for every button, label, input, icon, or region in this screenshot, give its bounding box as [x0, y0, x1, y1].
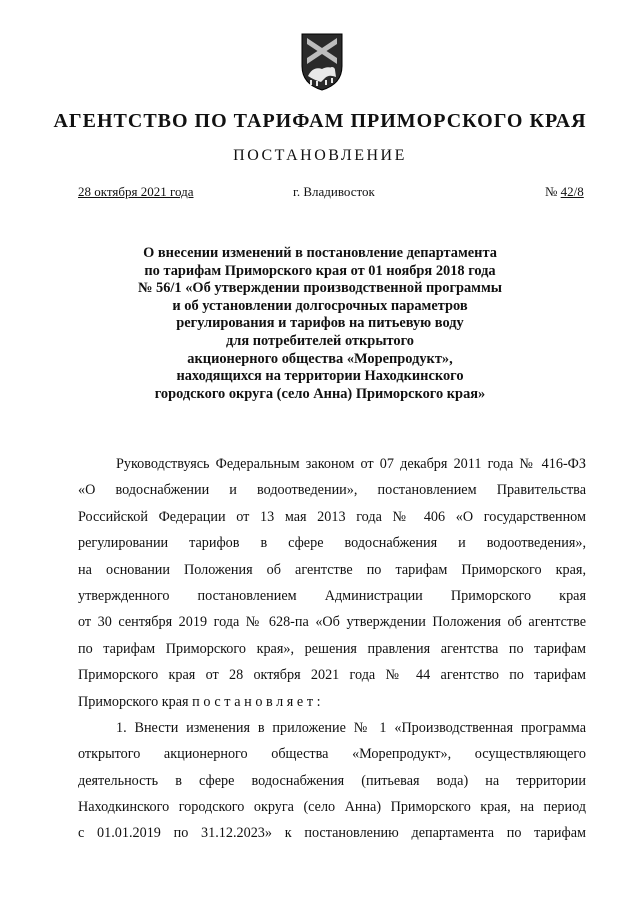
- body-line: Руководствуясь Федеральным законом от 07 декабря 2011 года № 416-ФЗ: [116, 456, 586, 472]
- document-title: [120, 245, 520, 403]
- document-number: [545, 184, 584, 200]
- title-line: для потребителей открытого: [225, 332, 414, 349]
- title-line: О внесении изменений в постановление департамента: [143, 245, 497, 261]
- body-line: открытого акционерного общества «Морепродукт», осуществляющего: [78, 746, 586, 763]
- body-line: Приморского края от 28 октября 2021 года № 44 агентство по тарифам: [78, 667, 586, 684]
- body-line: Находкинского городского округа (село Анна) Приморского края, на период: [78, 799, 586, 816]
- body-line: регулировании тарифов в сфере водоснабжения и водоотведения»,: [78, 535, 586, 552]
- title-line: по тарифам Приморского края от 01 ноября 2018 года: [144, 262, 496, 279]
- agency-name: АГЕНТСТВО ПО ТАРИФАМ ПРИМОРСКОГО КРАЯ: [53, 110, 587, 132]
- title-line: городского округа (село Анна) Приморского края»: [154, 385, 486, 402]
- document-date: 28 октября 2021 года: [78, 184, 194, 199]
- title-line: № 56/1 «Об утверждении производственной программы: [137, 280, 503, 297]
- title-line: акционерного общества «Морепродукт»,: [187, 350, 453, 367]
- resolution-word: постановляет:: [192, 693, 325, 710]
- body-line: «О водоснабжении и водоотведении», постановлением Правительства: [78, 482, 586, 499]
- body-line: Российской Федерации от 13 мая 2013 года № 406 «О государственном: [78, 508, 586, 525]
- document-type: ПОСТАНОВЛЕНИЕ: [233, 147, 407, 164]
- body-line: от 30 сентября 2019 года № 628-па «Об утверждении Положения об агентстве: [78, 614, 586, 631]
- body-line: утвержденного постановлением Администрации Приморского края: [78, 587, 586, 604]
- body-line: с 01.01.2019 по 31.12.2023» к постановлению департамента по тарифам: [78, 825, 586, 842]
- body-text: Приморского края: [78, 693, 189, 710]
- title-line: регулирования и тарифов на питьевую воду: [176, 315, 464, 332]
- body-line: по тарифам Приморского края», решения правления агентства по тарифам: [78, 640, 586, 657]
- body-line: 1. Внести изменения в приложение № 1 «Производственная программа: [116, 719, 586, 736]
- number-value: 42/8: [560, 184, 584, 199]
- body-line-last: [78, 689, 586, 715]
- document-city: г. Владивосток: [293, 184, 375, 199]
- document-body: [78, 451, 586, 847]
- body-line: на основании Положения об агентстве по тарифам Приморского края,: [78, 561, 586, 578]
- title-line: находящихся на территории Находкинского: [176, 368, 464, 385]
- number-prefix: №: [545, 184, 558, 199]
- coat-of-arms-icon: [299, 32, 345, 92]
- body-line: деятельность в сфере водоснабжения (питьевая вода) на территории: [78, 772, 586, 789]
- title-line: и об установлении долгосрочных параметров: [172, 297, 468, 314]
